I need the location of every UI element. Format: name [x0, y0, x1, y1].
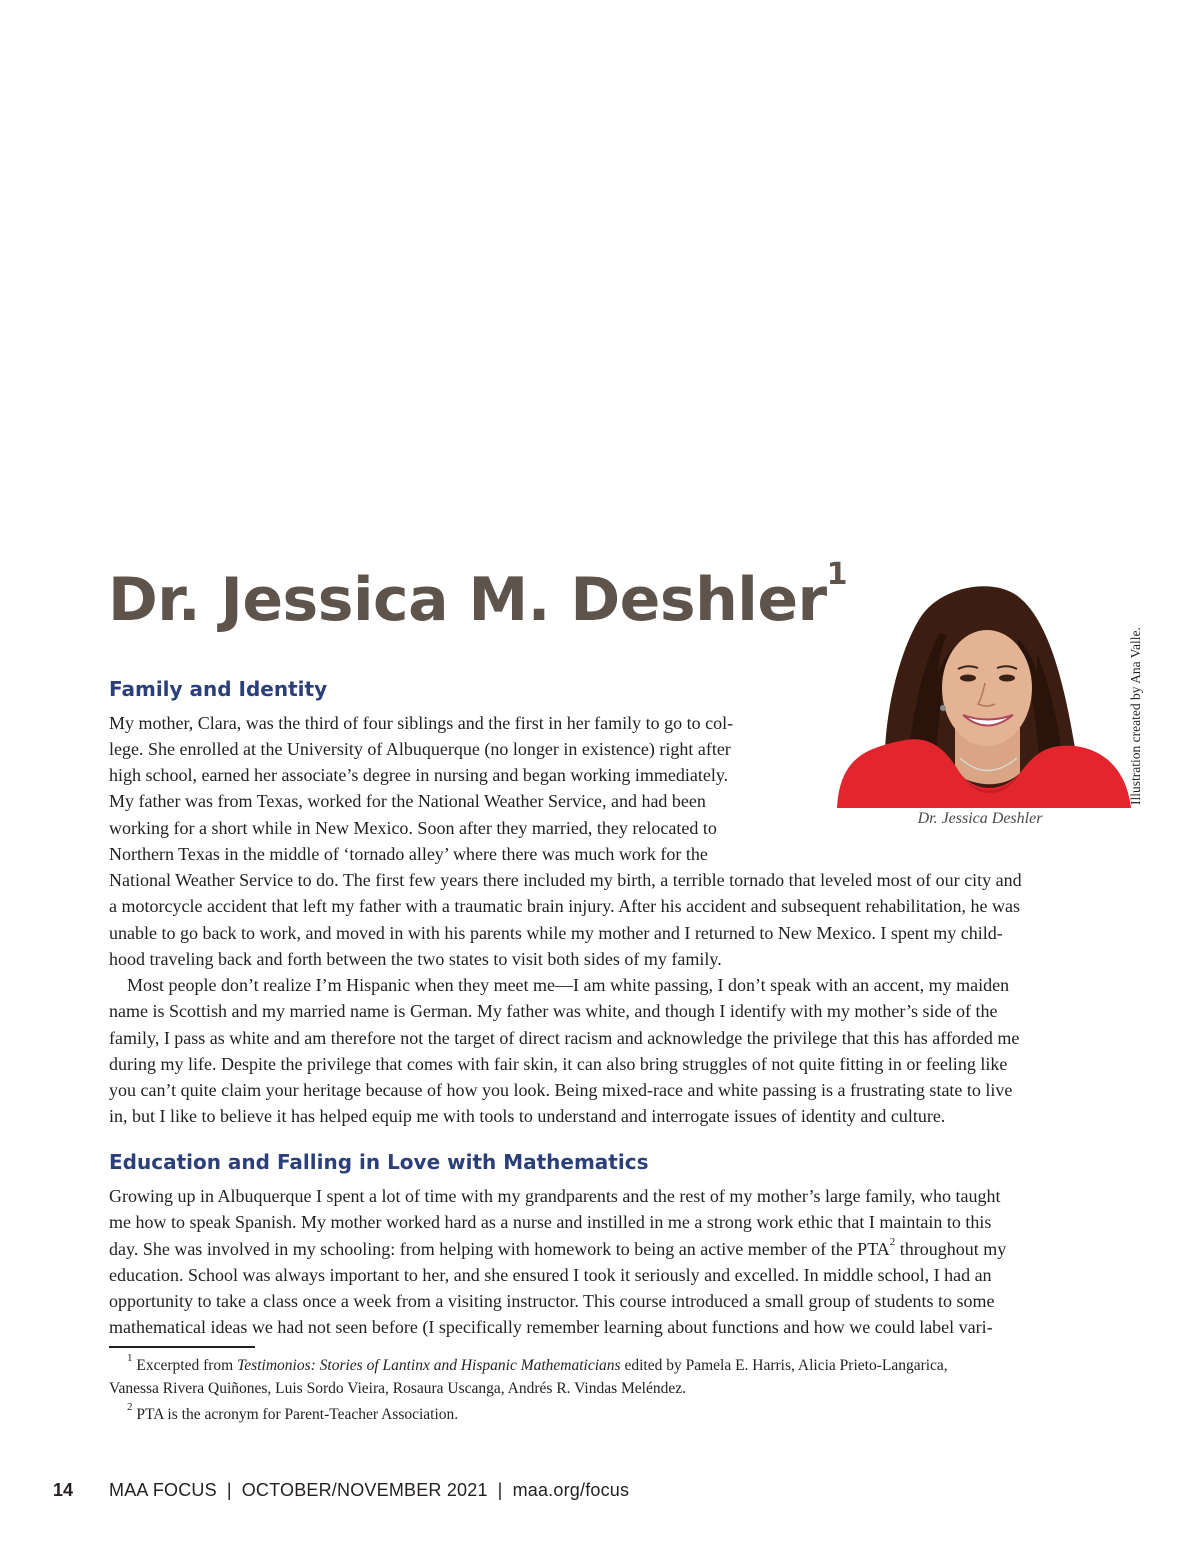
footer-url[interactable]: maa.org/focus: [512, 1480, 630, 1500]
footnote-1-lead: Excerpted from: [136, 1357, 238, 1374]
footnote-1-rest: edited by Pamela E. Harris, Alicia Prieto-Langarica,: [620, 1357, 948, 1374]
page-title: [108, 557, 848, 636]
body-line: Northern Texas in the middle of ‘tornado alley’ where there was much work for the: [109, 844, 708, 864]
body-line: education. School was always important to her, and she ensured I took it seriously and excelled. In middle school, I had an: [109, 1265, 992, 1285]
footnote-mark-2: 2: [889, 1236, 896, 1248]
footer-separator: |: [497, 1480, 503, 1500]
body-line: name is Scottish and my married name is German. My father was white, and though I identify with my mother’s side of the: [109, 1001, 998, 1021]
body-line: in, but I like to believe it has helped equip me with tools to understand and interrogate issues of identity and culture.: [109, 1106, 946, 1126]
section-heading-family-identity: Family and Identity: [109, 677, 328, 701]
body-line: working for a short while in New Mexico. Soon after they married, they relocated to: [109, 818, 717, 838]
issue-date: OCTOBER/NOVEMBER 2021: [241, 1480, 488, 1500]
body-line: hood traveling back and forth between the two states to visit both sides of my family.: [109, 949, 722, 969]
body-line: a motorcycle accident that left my father with a traumatic brain injury. After his accident and subsequent rehabilitation, he was: [109, 896, 1021, 916]
portrait-caption: Dr. Jessica Deshler: [917, 810, 1043, 827]
body-line: opportunity to take a class once a week from a visiting instructor. This course introduced a small group of students to some: [109, 1291, 995, 1311]
page-title-text: Dr. Jessica M. Deshler: [108, 565, 827, 635]
footnote-1-line2: Vanessa Rivera Quiñones, Luis Sordo Vieira, Rosaura Uscanga, Andrés R. Vindas Meléndez.: [109, 1380, 686, 1397]
body-line: during my life. Despite the privilege that comes with fair skin, it can also bring struggles of not quite fitting in or feeling like: [109, 1054, 1008, 1074]
body-line: you can’t quite claim your heritage because of how you look. Being mixed-race and white passing is a frustrating state to live: [109, 1080, 1013, 1100]
footnote-1: [127, 1352, 948, 1377]
body-line: mathematical ideas we had not seen before (I specifically remember learning about functions and how we could label vari-: [109, 1317, 993, 1337]
footnote-1-book-title: Testimonios: Stories of Lantinx and Hispanic Mathematicians: [237, 1357, 621, 1374]
body-line: unable to go back to work, and moved in with his parents while my mother and I returned to New Mexico. I spent my child-: [109, 923, 1003, 943]
body-line-text: day. She was involved in my schooling: from helping with homework to being an active member of the PTA: [109, 1239, 890, 1259]
footnote-divider: [109, 1346, 255, 1348]
illustration-credit: Illustration created by Ana Valle.: [1128, 627, 1143, 805]
portrait-illustration: [835, 578, 1131, 808]
body-line: high school, earned her associate’s degree in nursing and began working immediately.: [109, 765, 729, 785]
body-line: me how to speak Spanish. My mother worked hard as a nurse and instilled in me a strong work ethic that I maintain to this: [109, 1212, 992, 1232]
footer-publication: [109, 1480, 629, 1501]
body-line-with-footnote: [109, 1236, 1006, 1262]
footnote-2-mark: 2: [127, 1401, 133, 1413]
magazine-name: MAA FOCUS: [109, 1480, 217, 1500]
section-heading-education: Education and Falling in Love with Mathematics: [109, 1150, 649, 1174]
body-line: Growing up in Albuquerque I spent a lot of time with my grandparents and the rest of my mother’s large family, who taught: [109, 1186, 1001, 1206]
footnote-1-mark: 1: [127, 1352, 133, 1364]
footnote-2: [127, 1401, 459, 1426]
footnote-2-text: PTA is the acronym for Parent-Teacher Association.: [136, 1406, 459, 1423]
body-line: My father was from Texas, worked for the National Weather Service, and had been: [109, 791, 706, 811]
body-line: National Weather Service to do. The first few years there included my birth, a terrible tornado that leveled most of our city and: [109, 870, 1022, 890]
page-footer: [0, 1480, 1200, 1506]
body-line-tail: throughout my: [895, 1239, 1007, 1259]
title-footnote-mark: 1: [826, 557, 848, 592]
page-number: 14: [53, 1480, 74, 1500]
footer-separator: |: [226, 1480, 232, 1500]
body-line-indented: Most people don’t realize I’m Hispanic when they meet me—I am white passing, I don’t speak with an accent, my maiden: [127, 975, 1010, 995]
body-line: My mother, Clara, was the third of four siblings and the first in her family to go to col-: [109, 713, 734, 733]
body-line: lege. She enrolled at the University of Albuquerque (no longer in existence) right after: [109, 739, 731, 759]
body-line: family, I pass as white and am therefore not the target of direct racism and acknowledge the privilege that this has afforded me: [109, 1028, 1020, 1048]
